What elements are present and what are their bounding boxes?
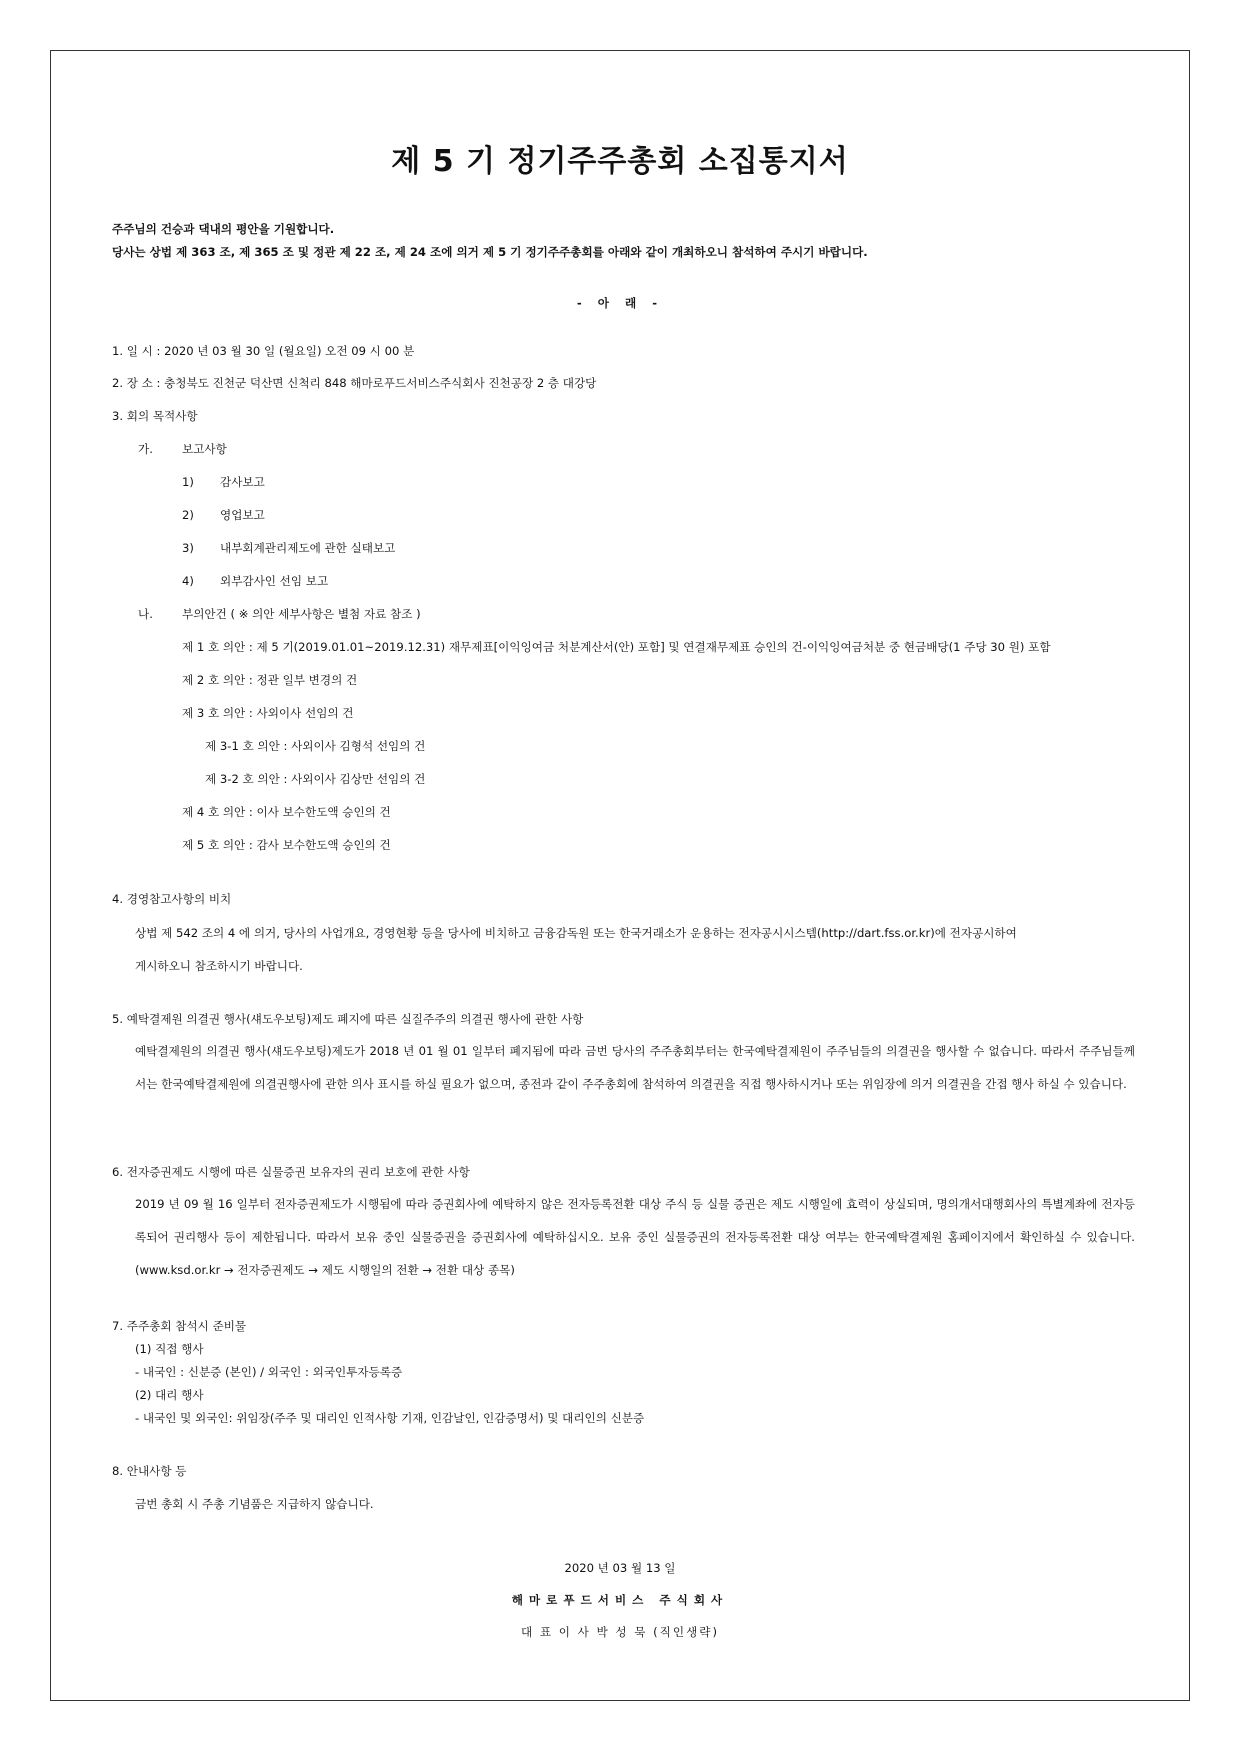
report-title: 보고사항 [182,442,227,456]
notice-heading: - 아 래 - [576,296,664,310]
report-item: 감사보고 [220,475,265,489]
report-item: 내부회계관리제도에 관한 실태보고 [220,541,396,555]
agenda-title: 3. 회의 목적사항 [112,409,198,423]
resolution-item-2: 제 2 호 의안 : 정관 일부 변경의 건 [182,673,358,687]
preparation-proxy-detail: - 내국인 및 외국인: 위임장(주주 및 대리인 인적사항 기재, 인감날인, 인감증명서) 및 대리인의 신분증 [135,1411,645,1425]
resolution-item-1: 제 1 호 의안 : 제 5 기(2019.01.01~2019.12.31) 재무제표[이익잉여금 처분계산서(안) 포함] 및 연결재무제표 승인의 건-이익잉여금처분 중 현금배당(1 주당 30 원) 포함 [182,640,1051,654]
document-title: 제 5 기 정기주주총회 소집통지서 [391,144,849,179]
e-securities-title: 6. 전자증권제도 시행에 따른 실물증권 보유자의 권리 보호에 관한 사항 [112,1165,470,1179]
meeting-date: 1. 일 시 : 2020 년 03 월 30 일 (월요일) 오전 09 시 00 분 [112,344,415,358]
company-name: 해마로푸드서비스 주식회사 [511,1593,729,1607]
report-item-number: 3) [182,541,194,555]
mgmt-reference-line-2: 게시하오니 참조하시기 바랍니다. [135,959,303,973]
report-item-number: 2) [182,508,194,522]
preparation-proxy: (2) 대리 행사 [135,1388,204,1402]
meeting-place: 2. 장 소 : 충청북도 진천군 덕산면 신척리 848 해마로푸드서비스주식회사 진천공장 2 층 대강당 [112,376,597,390]
greeting-line-1: 주주님의 건승과 댁내의 평안을 기원합니다. [112,222,335,236]
shadow-voting-body: 예탁결제원의 의결권 행사(섀도우보팅)제도가 2018 년 01 월 01 일부터 폐지됨에 따라 금번 당사의 주주총회부터는 한국예탁결제원이 주주님들의 의결권을 행사할 수 없습니다. 따라서 주주님들께서는 한국예탁결제원에 의결권행사에 관한 의사 표시를 하실 필요가 없으며, 종전과 같이 주주총회에 참석하여 의결권을 직접 행사하시거나 또는 위임장에 의거 의결권을 간접 행사 하실 수 있습니다. [135,1044,1135,1091]
report-item: 외부감사인 선임 보고 [220,574,329,588]
shadow-voting-title: 5. 예탁결제원 의결권 행사(섀도우보팅)제도 폐지에 따른 실질주주의 의결권 행사에 관한 사항 [112,1012,584,1026]
e-securities-body: 2019 년 09 월 16 일부터 전자증권제도가 시행됨에 따라 증권회사에 예탁하지 않은 전자등록전환 대상 주식 등 실물 증권은 제도 시행일에 효력이 상실되며, 명의개서대행회사의 특별계좌에 전자등록되어 권리행사 등이 제한됩니다. 따라서 보유 중인 실물증권을 증권회사에 예탁하십시오. 보유 중인 실물증권의 전자등록전환 대상 여부는 한국예탁결제원 홈페이지에서 확인하실 수 있습니다. (www.ksd.or.kr → 전자증권제도 → 제도 시행일의 전환 → 전환 대상 종목) [135,1197,1135,1277]
guide-body: 금번 총회 시 주총 기념품은 지급하지 않습니다. [135,1497,374,1511]
report-marker: 가. [138,442,153,456]
report-item-number: 1) [182,475,194,489]
resolution-marker: 나. [138,607,153,621]
resolution-item-5: 제 5 호 의안 : 감사 보수한도액 승인의 건 [182,838,391,852]
resolution-title: 부의안건 ( ※ 의안 세부사항은 별첨 자료 참조 ) [182,607,421,621]
preparation-title: 7. 주주총회 참석시 준비물 [112,1319,247,1333]
preparation-direct-detail: - 내국인 : 신분증 (본인) / 외국인 : 외국인투자등록증 [135,1365,403,1379]
resolution-item-4: 제 4 호 의안 : 이사 보수한도액 승인의 건 [182,805,391,819]
mgmt-reference-line-1: 상법 제 542 조의 4 에 의거, 당사의 사업개요, 경영현황 등을 당사에 비치하고 금융감독원 또는 한국거래소가 운용하는 전자공시시스템(http://dart.fss.or.kr)에 전자공시하여 [135,926,1017,940]
guide-title: 8. 안내사항 등 [112,1464,187,1478]
greeting-line-2: 당사는 상법 제 363 조, 제 365 조 및 정관 제 22 조, 제 24 조에 의거 제 5 기 정기주주총회를 아래와 같이 개최하오니 참석하여 주시기 바랍니다. [112,245,868,259]
resolution-item-3: 제 3 호 의안 : 사외이사 선임의 건 [182,706,354,720]
report-item: 영업보고 [220,508,265,522]
resolution-item-3-1: 제 3-1 호 의안 : 사외이사 김형석 선임의 건 [205,739,426,753]
preparation-direct: (1) 직접 행사 [135,1342,204,1356]
resolution-item-3-2: 제 3-2 호 의안 : 사외이사 김상만 선임의 건 [205,772,426,786]
report-item-number: 4) [182,574,194,588]
notice-date: 2020 년 03 월 13 일 [564,1561,676,1575]
mgmt-reference-title: 4. 경영참고사항의 비치 [112,892,232,906]
ceo-signature: 대 표 이 사 박 성 묵 (직인생략) [520,1625,720,1639]
